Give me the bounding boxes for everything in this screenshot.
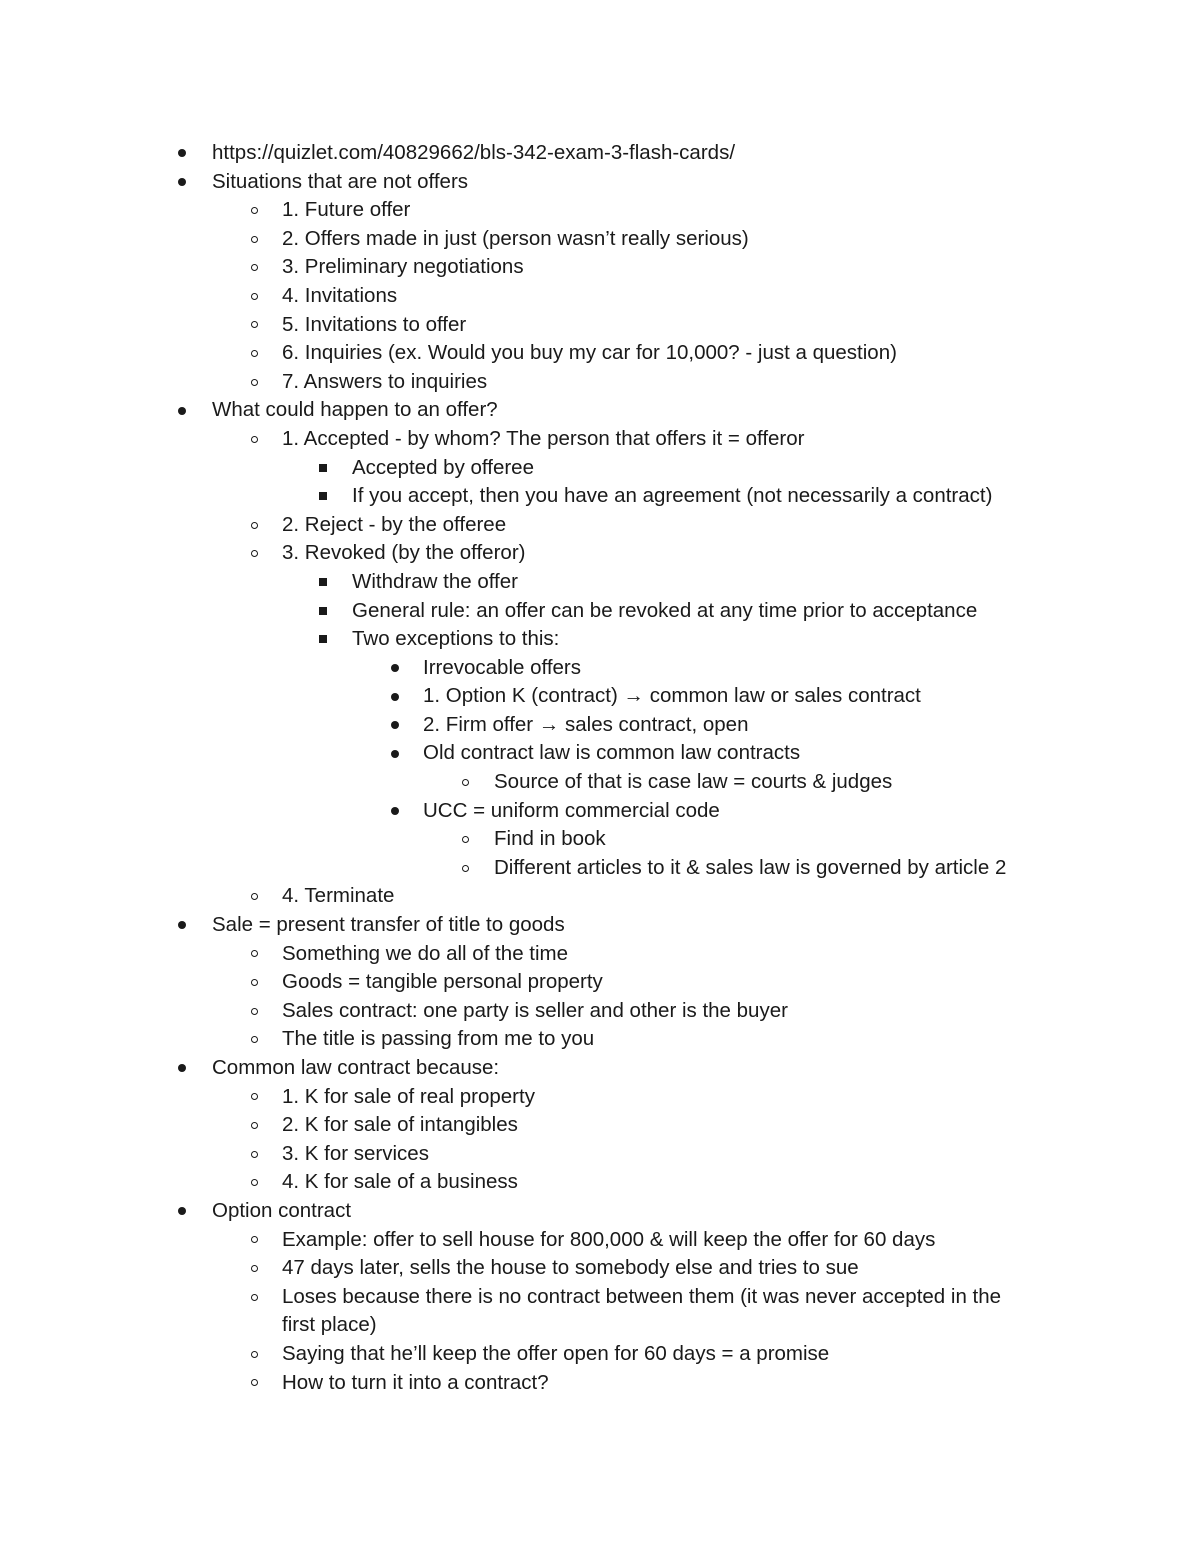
note-text: Sale = present transfer of title to goods (212, 913, 565, 937)
note-text: 3. Revoked (by the offeror) (282, 541, 526, 565)
square-bullet-icon (316, 625, 330, 654)
circle-bullet-icon (458, 825, 472, 854)
note-text: 2. Reject - by the offeree (282, 512, 507, 536)
square-bullet-icon (316, 482, 330, 511)
square-bullet-icon (316, 454, 330, 483)
note-item (0, 768, 1200, 797)
disc-bullet-icon (388, 682, 402, 711)
circle-bullet-icon (247, 1140, 261, 1169)
note-text: Different articles to it & sales law is governed by article 2 (494, 855, 1007, 879)
reference-link-text[interactable]: https://quizlet.com/40829662/bls-342-exam-3-flash-cards/ (212, 141, 736, 164)
note-item (0, 940, 1200, 969)
note-item (0, 425, 1200, 454)
note-text: Find in book (494, 827, 606, 851)
note-text: Loses because there is no contract between them (it was never accepted in the (282, 1284, 1002, 1308)
circle-bullet-icon (247, 968, 261, 997)
note-item (0, 968, 1200, 997)
note-item (0, 1283, 1200, 1312)
disc-bullet-icon (388, 797, 402, 826)
note-item (0, 482, 1200, 511)
note-item (0, 1083, 1200, 1112)
circle-bullet-icon (247, 940, 261, 969)
disc-bullet-icon (175, 139, 189, 168)
circle-bullet-icon (247, 1083, 261, 1112)
disc-bullet-icon (388, 711, 402, 740)
note-text: Accepted by offeree (352, 455, 534, 479)
note-text: Option contract (212, 1198, 352, 1222)
note-item (0, 854, 1200, 883)
note-text: 2. Offers made in just (person wasn’t really serious) (282, 226, 749, 250)
note-item (0, 196, 1200, 225)
note-text: 4. Invitations (282, 283, 398, 307)
note-item (0, 597, 1200, 626)
note-item (0, 1025, 1200, 1054)
note-text: 3. Preliminary negotiations (282, 255, 524, 279)
note-item (0, 654, 1200, 683)
circle-bullet-icon (247, 882, 261, 911)
note-text: 2. K for sale of intangibles (282, 1113, 518, 1137)
disc-bullet-icon (388, 654, 402, 683)
note-item (0, 1140, 1200, 1169)
note-text: Example: offer to sell house for 800,000 & will keep the offer for 60 days (282, 1227, 936, 1251)
circle-bullet-icon (247, 339, 261, 368)
circle-bullet-icon (247, 997, 261, 1026)
note-text: 3. K for services (282, 1141, 429, 1165)
note-item (0, 1226, 1200, 1255)
circle-bullet-icon (247, 539, 261, 568)
note-item (0, 225, 1200, 254)
circle-bullet-icon (247, 1226, 261, 1255)
disc-bullet-icon (175, 1054, 189, 1083)
note-text: Source of that is case law = courts & judges (494, 770, 893, 794)
note-text: 4. K for sale of a business (282, 1170, 518, 1194)
disc-bullet-icon (175, 168, 189, 197)
note-item (0, 682, 1200, 711)
square-bullet-icon (316, 597, 330, 626)
circle-bullet-icon (458, 854, 472, 883)
note-item (0, 1254, 1200, 1283)
note-text: 1. Option K (contract) → common law or sales contract (423, 684, 921, 708)
note-text: Sales contract: one party is seller and other is the buyer (282, 998, 788, 1022)
note-text: Common law contract because: (212, 1056, 500, 1079)
circle-bullet-icon (247, 511, 261, 540)
note-item (0, 882, 1200, 911)
circle-bullet-icon (247, 368, 261, 397)
note-text: Something we do all of the time (282, 941, 569, 965)
circle-bullet-icon (247, 311, 261, 340)
circle-bullet-icon (247, 1283, 261, 1312)
note-text: 4. Terminate (282, 884, 395, 908)
note-item (0, 797, 1200, 826)
disc-bullet-icon (388, 739, 402, 768)
note-text: first place) (282, 1313, 377, 1337)
disc-bullet-icon (175, 1197, 189, 1226)
note-item (0, 253, 1200, 282)
note-text: Situations that are not offers (212, 169, 469, 193)
circle-bullet-icon (247, 1369, 261, 1398)
note-item (0, 282, 1200, 311)
note-text: General rule: an offer can be revoked at any time prior to acceptance (352, 598, 978, 622)
circle-bullet-icon (247, 1254, 261, 1283)
circle-bullet-icon (247, 1340, 261, 1369)
circle-bullet-icon (247, 1025, 261, 1054)
note-text: What could happen to an offer? (212, 398, 498, 422)
note-item (0, 139, 1200, 168)
circle-bullet-icon (247, 225, 261, 254)
note-text: 1. K for sale of real property (282, 1084, 535, 1108)
circle-bullet-icon (247, 425, 261, 454)
circle-bullet-icon (247, 253, 261, 282)
note-text: The title is passing from me to you (282, 1027, 595, 1051)
note-item (0, 168, 1200, 197)
notes-document (0, 139, 1200, 1397)
note-item (0, 1340, 1200, 1369)
note-item (0, 911, 1200, 940)
note-text: 7. Answers to inquiries (282, 369, 488, 393)
circle-bullet-icon (458, 768, 472, 797)
circle-bullet-icon (247, 282, 261, 311)
circle-bullet-icon (247, 196, 261, 225)
note-text: Goods = tangible personal property (282, 970, 603, 994)
disc-bullet-icon (175, 911, 189, 940)
note-text: Old contract law is common law contracts (423, 741, 801, 765)
square-bullet-icon (316, 568, 330, 597)
note-text: How to turn it into a contract? (282, 1370, 549, 1394)
note-item (0, 711, 1200, 740)
note-item (0, 1369, 1200, 1398)
note-text: Irrevocable offers (423, 655, 582, 679)
note-item (0, 368, 1200, 397)
note-item (0, 1168, 1200, 1197)
note-item (0, 311, 1200, 340)
note-item (0, 339, 1200, 368)
note-item (0, 454, 1200, 483)
note-item (0, 539, 1200, 568)
note-text: 47 days later, sells the house to somebody else and tries to sue (282, 1256, 859, 1280)
note-item (0, 1054, 1200, 1083)
note-item (0, 396, 1200, 425)
note-text: 1. Future offer (282, 198, 411, 222)
note-text: Saying that he’ll keep the offer open for 60 days = a promise (282, 1341, 830, 1365)
note-item (0, 1197, 1200, 1226)
note-item (0, 825, 1200, 854)
circle-bullet-icon (247, 1168, 261, 1197)
note-text: 5. Invitations to offer (282, 312, 467, 336)
note-text: 6. Inquiries (ex. Would you buy my car for 10,000? - just a question) (282, 341, 897, 365)
note-text: UCC = uniform commercial code (423, 798, 720, 822)
disc-bullet-icon (175, 396, 189, 425)
note-item (0, 997, 1200, 1026)
note-line-continuation (0, 1311, 1200, 1340)
note-item (0, 511, 1200, 540)
note-text: If you accept, then you have an agreement (not necessarily a contract) (352, 484, 993, 508)
note-item (0, 625, 1200, 654)
note-text: Withdraw the offer (352, 569, 518, 593)
note-text: 2. Firm offer → sales contract, open (423, 712, 749, 736)
note-text: Two exceptions to this: (352, 627, 560, 651)
note-item (0, 568, 1200, 597)
circle-bullet-icon (247, 1111, 261, 1140)
note-text: 1. Accepted - by whom? The person that offers it = offeror (282, 426, 805, 450)
note-item (0, 1111, 1200, 1140)
note-item (0, 739, 1200, 768)
